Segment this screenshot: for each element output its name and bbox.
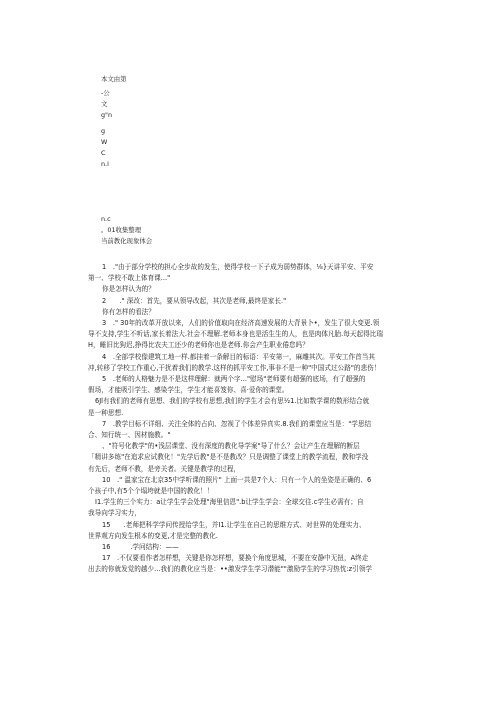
question-line: 你有怎样的看法？ — [102, 307, 155, 316]
paragraph-line: 2 ." 深改：首先，要从领导改起，其次是老师,最终是家长." — [102, 296, 287, 305]
paragraph-line: 第一、学校不敢上体育课..." — [88, 274, 171, 283]
question-line: 你是怎样认为的？ — [102, 285, 155, 294]
source-line: g — [101, 127, 106, 135]
paragraph-line: 合、知行统一、因材施教。" — [88, 431, 171, 440]
paragraph-line: 1 ."由于部分学校的担心全步故的发生，使得学校一下子成为弱势群体，⅛}天讲平安、平安 — [102, 263, 374, 271]
paragraph-line: 个孩子中,有5个个塌垮就是中国的教化！！ — [88, 487, 214, 496]
paragraph-line: 16 .学问结构：—— — [102, 543, 179, 552]
document-body — [88, 262, 418, 576]
source-line: 本文由第 — [101, 75, 127, 83]
heading-source: 。01收集整理 — [101, 226, 142, 234]
paragraph-line: 是一种思想. — [88, 408, 124, 417]
paragraph-line: 导不支持,学生不听话,家长着法大.社会不理解.老师本身也是活生生的人，也是肉体凡胎.每天起得比瑞 — [88, 330, 383, 339]
paragraph-line: H，睡旧比狗迟,挣得比农夫工还少的老师你也是老师.你会产生职业倦怠吗？ — [88, 341, 309, 350]
source-line: n.l — [101, 160, 109, 168]
page-title: 当前教化现象体会 — [101, 237, 153, 245]
paragraph-line: 6Jl有我们的老师有思想、我们的学校有思想,我们的学生才会有思½1.比如数学课的数形结合就 — [95, 397, 370, 406]
paragraph-line: 有先后，老师不教，是旁关者。关键是教学的过程， — [88, 464, 241, 473]
paragraph-line: 、"符号化教学"的•浅层课堂、没有深度的教化导学案"导了什么？会让产生在理解的断层 — [102, 442, 360, 451]
paragraph-line: 出去的你就发觉的越少...我们的教化应当是：••激发学生学习潜能""激励学生的学习热忱:z引领学 — [88, 565, 372, 574]
source-line: -公 — [101, 89, 110, 97]
source-line: W — [101, 138, 108, 146]
paragraph-line: 4 .全部学校像建筑工地一样.都挂着一条解目的标语：平安第一，麻雕其次。平安工作首当其 — [102, 352, 375, 361]
paragraph-line: 17 .不仅要看作者怎样想，关键是你怎样想，要换个角度思城，不要在安静中无扭，A终走 — [102, 554, 369, 563]
paragraph-line: 世界观方向发生根本的变更,才是完整的教化. — [88, 531, 218, 540]
paragraph-line: 15 .老师把科学学问传授给学生，并I1.让学生在自己的思维方式、对世界的处理实力、 — [102, 520, 366, 529]
paragraph-line: 我导向学习实力， — [88, 509, 141, 518]
source-line: C — [101, 149, 106, 157]
paragraph-line: 3 ." 30年的改革开放以来，人们的价值取向在经济高速发展的大背景卜•，发生了很大变更.领 — [102, 319, 380, 328]
paragraph-line: I1.学生的三个实力：a让学生学会处理"海里信恩".b让学生学会：全球交往.c学生必需有；自 — [95, 498, 364, 507]
source-line: 文 — [101, 100, 108, 108]
paragraph-line: 10 ." 温家宝在北京35中学听课的照片" 上面一共是7个人：只有一个人的坐姿是正确的、6 — [102, 475, 372, 484]
heading-fragment: n.c — [101, 215, 111, 223]
paragraph-line: 7 .教学目标不详细、关注全体的占向、忽视了个体差异真实.8.我们的课堂应当是："学思结 — [102, 419, 372, 428]
source-line: g"n — [101, 111, 113, 119]
paragraph-line: 冲,转移了学校工作重心,干扰着我们的教学.这样的抓平安工作,事非不是一种"中国式过公路"的悲伤！ — [88, 363, 381, 372]
paragraph-line: 「精讲多练"在追求应试教化！"先学后教"是不是教改？只是调整了课堂上的教学流程，教和学没 — [88, 453, 369, 462]
paragraph-line: 5 .老师的人格魅力是不是这样理解：就两个字..."慰场"老师要有超强的底场，有了超强的 — [102, 375, 366, 384]
paragraph-line: 假场，才能吸引学生、感染学生，学生才能喜笈你、喜·爱你的课堂。 — [88, 386, 289, 395]
